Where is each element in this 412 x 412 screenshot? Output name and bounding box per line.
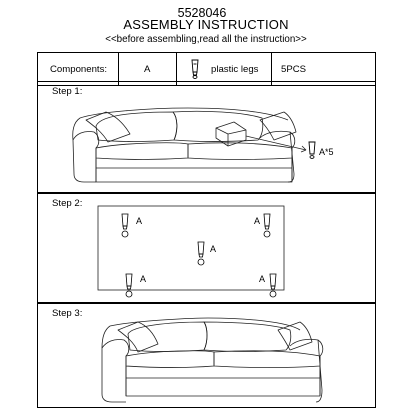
model-number: 5528046 xyxy=(177,6,227,20)
legs-quantity-callout: A*5 xyxy=(319,147,334,157)
svg-text:A: A xyxy=(259,274,266,284)
step-3-panel xyxy=(37,303,376,408)
instruction-note: <<before assembling,read all the instruction>> xyxy=(105,34,307,45)
component-quantity: 5PCS xyxy=(281,63,307,75)
svg-text:A: A xyxy=(210,244,217,254)
sofa-with-legs-box-illustration xyxy=(38,82,375,192)
leg-position-top-right xyxy=(254,214,270,237)
step-2-panel xyxy=(37,193,376,303)
svg-text:A: A xyxy=(140,274,147,284)
leg-icon xyxy=(126,274,132,297)
component-part-name: plastic legs xyxy=(211,63,259,75)
step-1-panel xyxy=(37,81,376,193)
components-label: Components: xyxy=(50,63,108,75)
document-title: ASSEMBLY INSTRUCTION xyxy=(123,17,289,32)
step-1-label: Step 1: xyxy=(52,86,83,97)
leg-icon xyxy=(309,142,315,158)
step-3-label: Step 3: xyxy=(52,308,83,319)
leg-icon xyxy=(270,274,276,297)
leg-position-bottom-right xyxy=(259,274,276,297)
svg-text:A: A xyxy=(254,216,261,226)
sofa-base-legs-illustration xyxy=(38,194,375,302)
leg-icon xyxy=(264,214,270,237)
step-2-label: Step 2: xyxy=(52,198,83,209)
leg-icon xyxy=(122,214,128,237)
leg-position-center xyxy=(198,242,216,265)
leg-position-bottom-left xyxy=(126,274,146,297)
leg-icon xyxy=(198,242,204,265)
leg-position-top-left xyxy=(122,214,142,237)
component-part-id: A xyxy=(144,63,151,75)
svg-text:A: A xyxy=(136,216,143,226)
assembled-sofa-illustration xyxy=(38,304,375,407)
